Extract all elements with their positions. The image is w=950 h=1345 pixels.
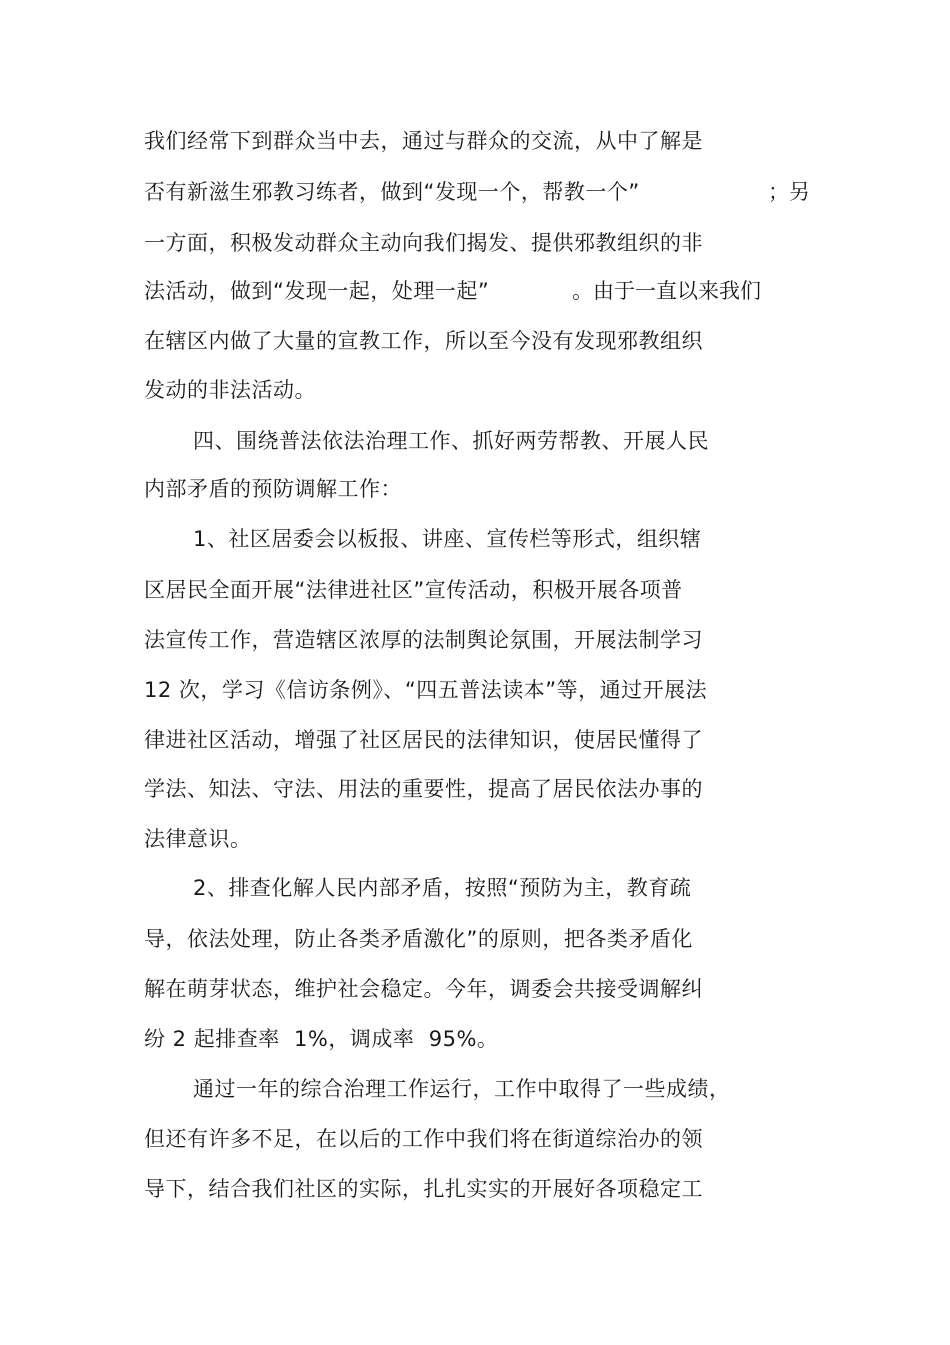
text-line: 12 次，学习《信访条例》、“四五普法读本”等，通过开展法 bbox=[144, 678, 708, 702]
text-line: 纷 2 起排查率 1%，调成率 95%。 bbox=[144, 1027, 499, 1051]
section-heading: 四、围绕普法依法治理工作、抓好两劳帮教、开展人民 bbox=[193, 429, 709, 453]
text-line: 解在萌芽状态，维护社会稳定。今年，调委会共接受调解纠 bbox=[144, 977, 703, 1001]
text-line: 否有新滋生邪教习练者，做到“发现一个，帮教一个” bbox=[144, 180, 640, 204]
paragraph-start: 通过一年的综合治理工作运行，工作中取得了一些成绩， bbox=[193, 1077, 731, 1101]
text-line: 我们经常下到群众当中去，通过与群众的交流，从中了解是 bbox=[144, 129, 703, 153]
text-line: 导下，结合我们社区的实际，扎扎实实的开展好各项稳定工 bbox=[144, 1177, 703, 1201]
text-line: 但还有许多不足，在以后的工作中我们将在街道综治办的领 bbox=[144, 1127, 703, 1151]
text-line: 区居民全面开展“法律进社区”宣传活动，积极开展各项普 bbox=[144, 578, 683, 602]
text-line: 内部矛盾的预防调解工作： bbox=[144, 477, 402, 501]
text-line: 法活动，做到“发现一起，处理一起” bbox=[144, 279, 490, 303]
text-line-tail: ；另 bbox=[768, 180, 810, 204]
text-line: 发动的非法活动。 bbox=[144, 378, 316, 402]
text-line: 法律意识。 bbox=[144, 827, 252, 851]
text-line: 在辖区内做了大量的宣教工作，所以至今没有发现邪教组织 bbox=[144, 329, 703, 353]
text-line: 法宣传工作，营造辖区浓厚的法制舆论氛围，开展法制学习 bbox=[144, 628, 703, 652]
text-line: 学法、知法、守法、用法的重要性，提高了居民依法办事的 bbox=[144, 777, 703, 801]
text-line-tail: 。由于一直以来我们 bbox=[572, 279, 761, 303]
paragraph-start: 2、排查化解人民内部矛盾，按照“预防为主，教育疏 bbox=[193, 876, 692, 900]
text-line: 律进社区活动，增强了社区居民的法律知识，使居民懂得了 bbox=[144, 728, 703, 752]
text-line: 一方面，积极发动群众主动向我们揭发、提供邪教组织的非 bbox=[144, 231, 703, 255]
paragraph-start: 1、社区居委会以板报、讲座、宣传栏等形式，组织辖 bbox=[193, 527, 702, 551]
text-line: 导，依法处理，防止各类矛盾激化”的原则，把各类矛盾化 bbox=[144, 927, 693, 951]
